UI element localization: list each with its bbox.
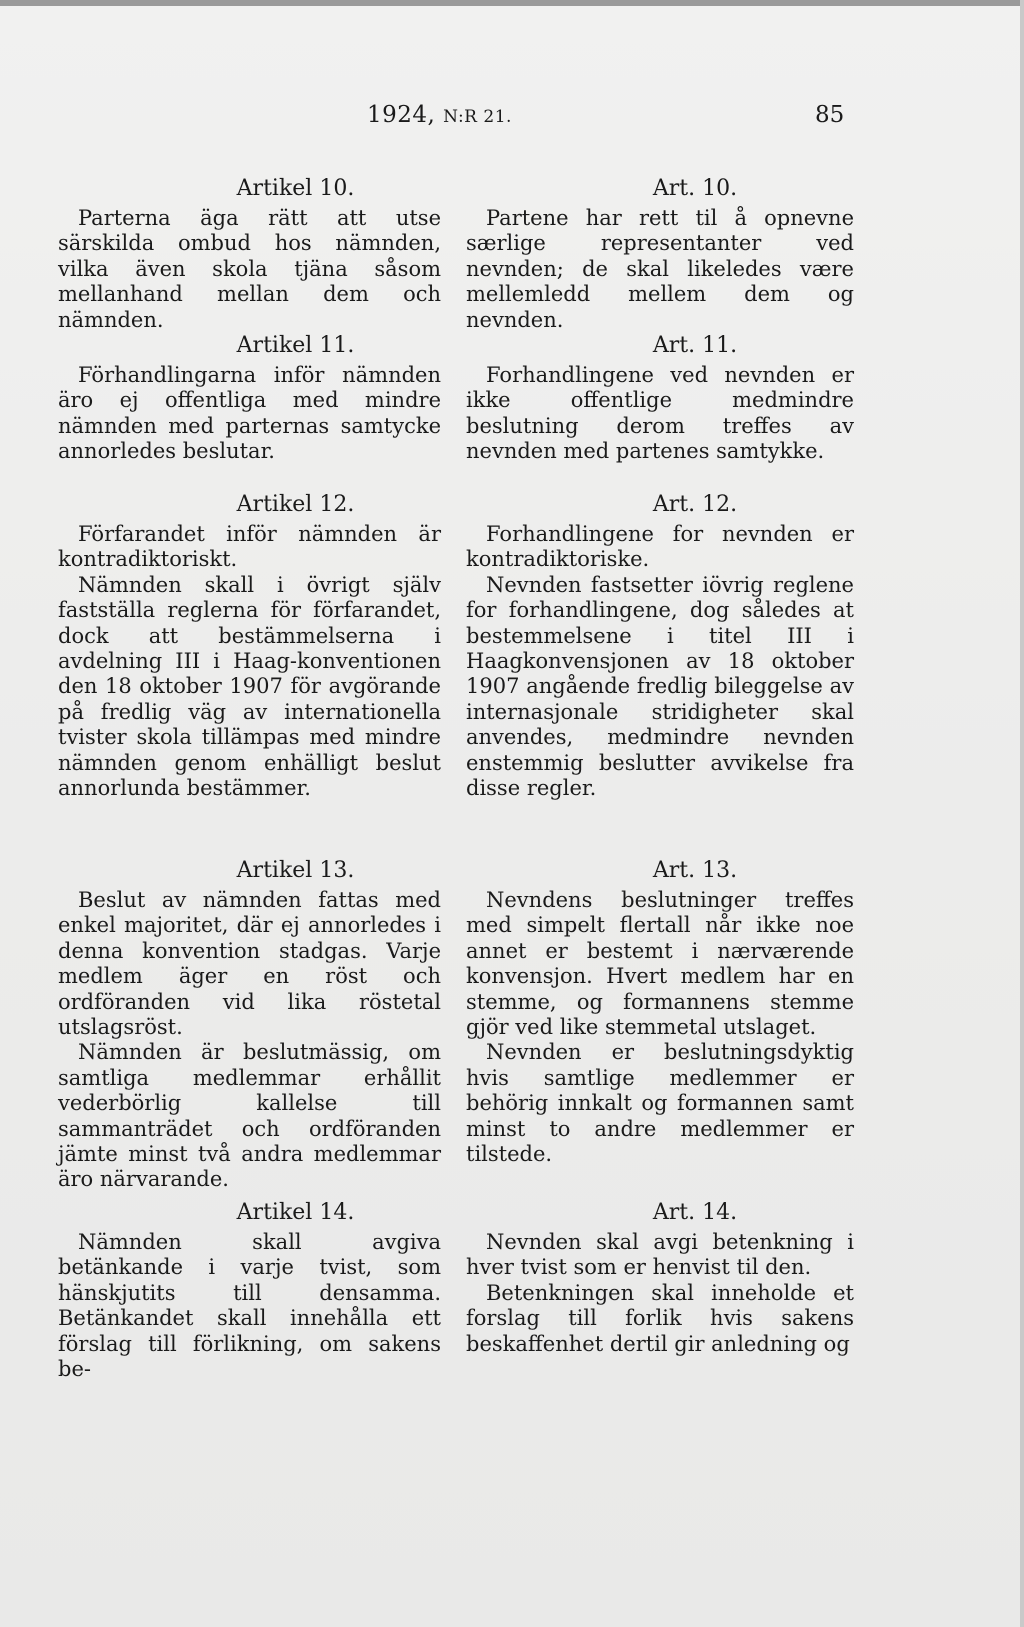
article-paragraph: Nämnden skall avgiva betänkande i varje tvist, som hänskjutits till densamma. Betänkandet skall innehålla ett förslag till förlikning, om sakens be- xyxy=(58,1230,441,1382)
article-14-norwegian xyxy=(466,1200,854,1357)
article-paragraph: Partene har rett til å opnevne særlige representanter ved nevnden; de skal likeledes være mellemledd mellem dem og nevnden. xyxy=(466,206,854,332)
article-paragraph: Förfarandet inför nämnden är kontradiktoriskt. xyxy=(58,522,441,572)
article-heading: Art. 12. xyxy=(652,492,738,517)
article-heading: Artikel 12. xyxy=(236,492,355,517)
article-13-swedish xyxy=(58,858,441,1193)
article-paragraph: Nevnden fastsetter iövrig reglene for forhandlingene, dog således at bestemmelsene i titel III i Haagkonvensjonen av 18 oktober 1907 angående fredlig bileggelse av internasjonale stridigheter skal anvendes, medmindre nevnden enstemmig beslutter avvikelse fra disse regler. xyxy=(466,572,854,801)
article-11-swedish xyxy=(58,333,441,465)
article-14-swedish xyxy=(58,1200,441,1382)
article-12-norwegian xyxy=(466,492,854,801)
page-number: 85 xyxy=(815,102,845,128)
article-paragraph: Betenkningen skal inneholde et forslag till forlik hvis sakens beskaffenhet dertil gir anledning og xyxy=(466,1280,854,1356)
article-10-norwegian xyxy=(466,176,854,333)
running-header xyxy=(367,102,512,128)
article-heading: Artikel 14. xyxy=(236,1200,355,1225)
article-13-norwegian xyxy=(466,858,854,1167)
article-paragraph: Parterna äga rätt att utse särskilda ombud hos nämnden, vilka även skola tjäna såsom mellanhand mellan dem och nämnden. xyxy=(58,206,441,332)
header-issue-number: N:R 21. xyxy=(443,107,512,127)
article-heading: Art. 11. xyxy=(652,333,738,358)
article-paragraph: Forhandlingene ved nevnden er ikke offentlige medmindre beslutning derom treffes av nevnden med partenes samtykke. xyxy=(466,363,854,464)
article-paragraph: Nevndens beslutninger treffes med simpelt flertall når ikke noe annet er bestemt i nærværende konvensjon. Hvert medlem har en stemme, og formannens stemme gjör ved like stemmetal utslaget. xyxy=(466,888,854,1040)
scan-right-edge xyxy=(1020,0,1024,1627)
article-12-swedish xyxy=(58,492,441,801)
article-paragraph: Förhandlingarna inför nämnden äro ej offentliga med mindre nämnden med parternas samtycke annorledes beslutar. xyxy=(58,363,441,464)
article-heading: Art. 14. xyxy=(652,1200,738,1225)
header-year: 1924, xyxy=(367,102,436,128)
article-paragraph: Nämnden skall i övrigt själv fastställa reglerna för förfarandet, dock att bestämmelserna i avdelning III i Haag-konventionen den 18 oktober 1907 för avgörande på fredlig väg av internationella tvister skola tillämpas med mindre nämnden genom enhälligt beslut annorlunda bestämmer. xyxy=(58,572,441,801)
article-heading: Artikel 11. xyxy=(236,333,355,358)
article-paragraph: Forhandlingene for nevnden er kontradiktoriske. xyxy=(466,522,854,572)
article-heading: Artikel 10. xyxy=(236,176,355,201)
article-paragraph: Nevnden skal avgi betenkning i hver tvist som er henvist til den. xyxy=(466,1230,854,1280)
article-heading: Art. 10. xyxy=(652,176,738,201)
article-11-norwegian xyxy=(466,333,854,465)
article-10-swedish xyxy=(58,176,441,333)
article-paragraph: Nevnden er beslutningsdyktig hvis samtlige medlemmer er behörig innkalt og formannen samt minst to andre medlemmer er tilstede. xyxy=(466,1040,854,1167)
article-paragraph: Nämnden är beslutmässig, om samtliga medlemmar erhållit vederbörlig kallelse till sammanträdet och ordföranden jämte minst två andra medlemmar äro närvarande. xyxy=(58,1040,441,1192)
scan-top-edge xyxy=(0,0,1024,6)
article-paragraph: Beslut av nämnden fattas med enkel majoritet, där ej annorledes i denna konvention stadgas. Varje medlem äger en röst och ordföranden vid lika röstetal utslagsröst. xyxy=(58,888,441,1040)
article-heading: Artikel 13. xyxy=(236,858,355,883)
article-heading: Art. 13. xyxy=(652,858,738,883)
